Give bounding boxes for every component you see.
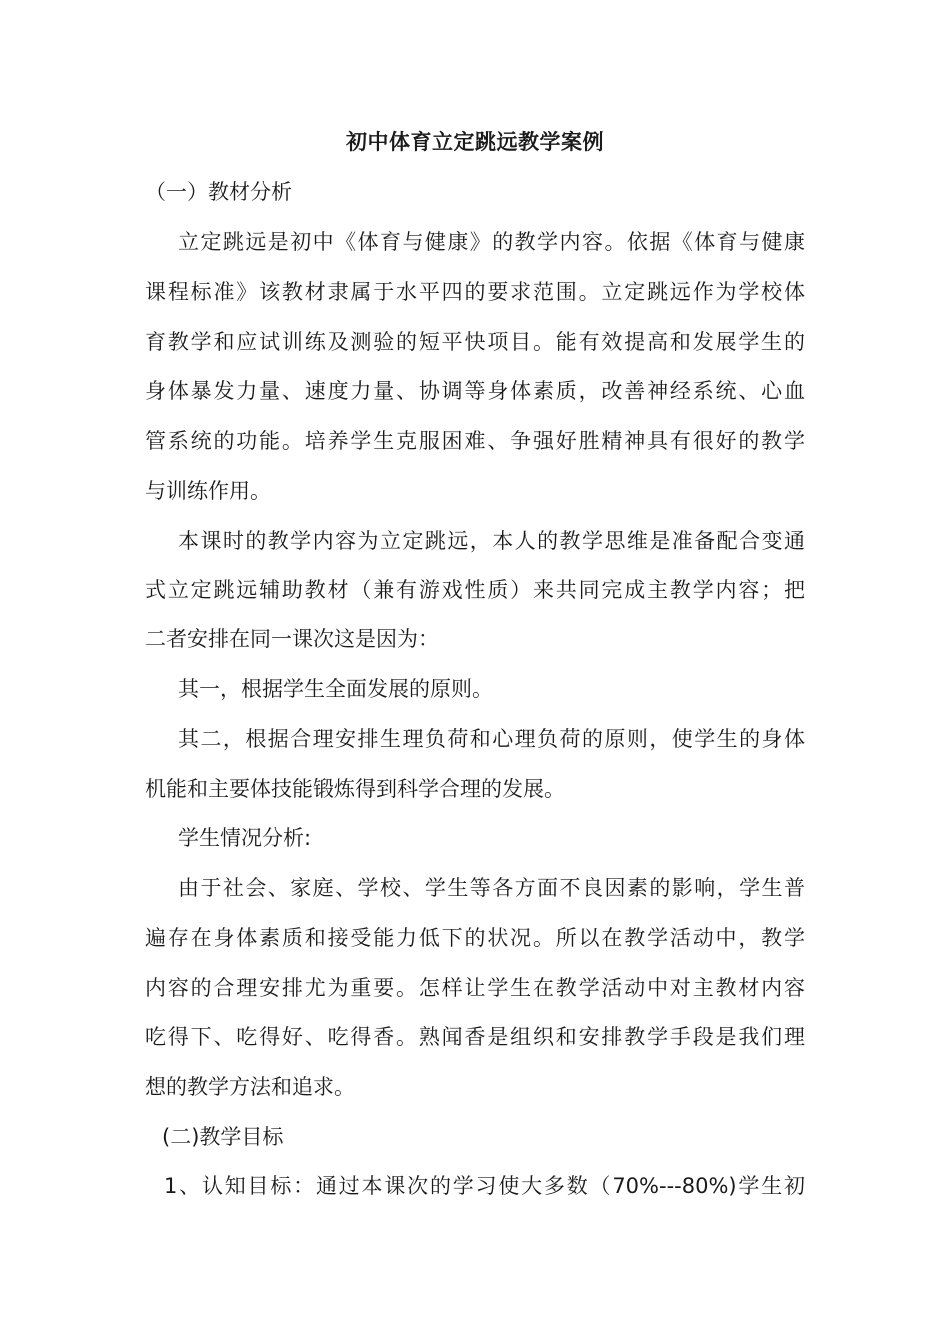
- paragraph-line: 内容的合理安排尤为重要。怎样让学生在教学活动中对主教材内容: [145, 976, 805, 1000]
- paragraph-line: 身体暴发力量、速度力量、协调等身体素质，改善神经系统、心血: [145, 379, 805, 403]
- paragraph-line: 课程标准》该教材隶属于水平四的要求范围。立定跳远作为学校体: [145, 280, 805, 304]
- paragraph-line: 管系统的功能。培养学生克服困难、争强好胜精神具有很好的教学: [145, 429, 805, 453]
- section-heading-teaching-goals: (二)教学目标: [162, 1125, 284, 1149]
- paragraph-line: 机能和主要体技能锻炼得到科学合理的发展。: [145, 777, 565, 801]
- paragraph-line: 与训练作用。: [145, 479, 271, 503]
- paragraph-line: 本课时的教学内容为立定跳远，本人的教学思维是准备配合变通: [178, 529, 805, 553]
- paragraph-line: 遍存在身体素质和接受能力低下的状况。所以在教学活动中，教学: [145, 926, 805, 950]
- paragraph-line: 二者安排在同一课次这是因为：: [145, 627, 439, 651]
- section-heading-textbook-analysis: （一）教材分析: [145, 180, 292, 204]
- goal-item-1: 1、认知目标：通过本课次的学习使大多数（70%---80%)学生初: [164, 1174, 805, 1198]
- subheading-student-analysis: 学生情况分析:: [178, 826, 312, 850]
- paragraph-line: 吃得下、吃得好、吃得香。熟闻香是组织和安排教学手段是我们理: [145, 1025, 805, 1049]
- paragraph-line: 其一，根据学生全面发展的原则。: [178, 677, 493, 701]
- document-title: 初中体育立定跳远教学案例: [346, 130, 604, 154]
- paragraph-line: 式立定跳远辅助教材（兼有游戏性质）来共同完成主教学内容；把: [145, 578, 805, 602]
- paragraph-line: 立定跳远是初中《体育与健康》的教学内容。依据《体育与健康: [178, 230, 805, 254]
- paragraph-line: 由于社会、家庭、学校、学生等各方面不良因素的影响，学生普: [178, 876, 805, 900]
- paragraph-line: 想的教学方法和追求。: [145, 1075, 355, 1099]
- paragraph-line: 育教学和应试训练及测验的短平快项目。能有效提高和发展学生的: [145, 330, 805, 354]
- paragraph-line: 其二，根据合理安排生理负荷和心理负荷的原则，使学生的身体: [178, 727, 805, 751]
